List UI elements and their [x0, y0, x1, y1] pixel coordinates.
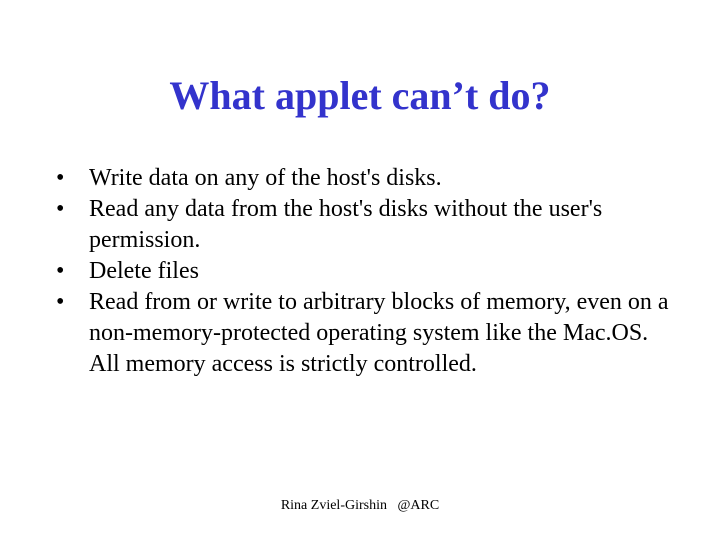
bullet-text: Write data on any of the host's disks.: [89, 165, 442, 191]
bullet-item: [56, 194, 676, 256]
bullet-item: [56, 287, 676, 380]
bullet-icon: •: [56, 289, 65, 315]
bullet-item: [56, 256, 676, 287]
bullet-item: [56, 163, 676, 194]
bullet-list: [56, 163, 676, 380]
slide-footer: Rina Zviel-Girshin @ARC: [280, 498, 440, 513]
bullet-icon: •: [56, 196, 65, 222]
slide-title: What applet can’t do?: [169, 73, 551, 118]
bullet-text: Read any data from the host's disks without the user's permission.: [89, 196, 603, 253]
bullet-text: Delete files: [89, 258, 199, 284]
bullet-text: Read from or write to arbitrary blocks of memory, even on a non-memory-protected operating system like the Mac.OS. All memory access is strictly controlled.: [89, 289, 669, 377]
bullet-icon: •: [56, 165, 65, 191]
bullet-icon: •: [56, 258, 65, 284]
